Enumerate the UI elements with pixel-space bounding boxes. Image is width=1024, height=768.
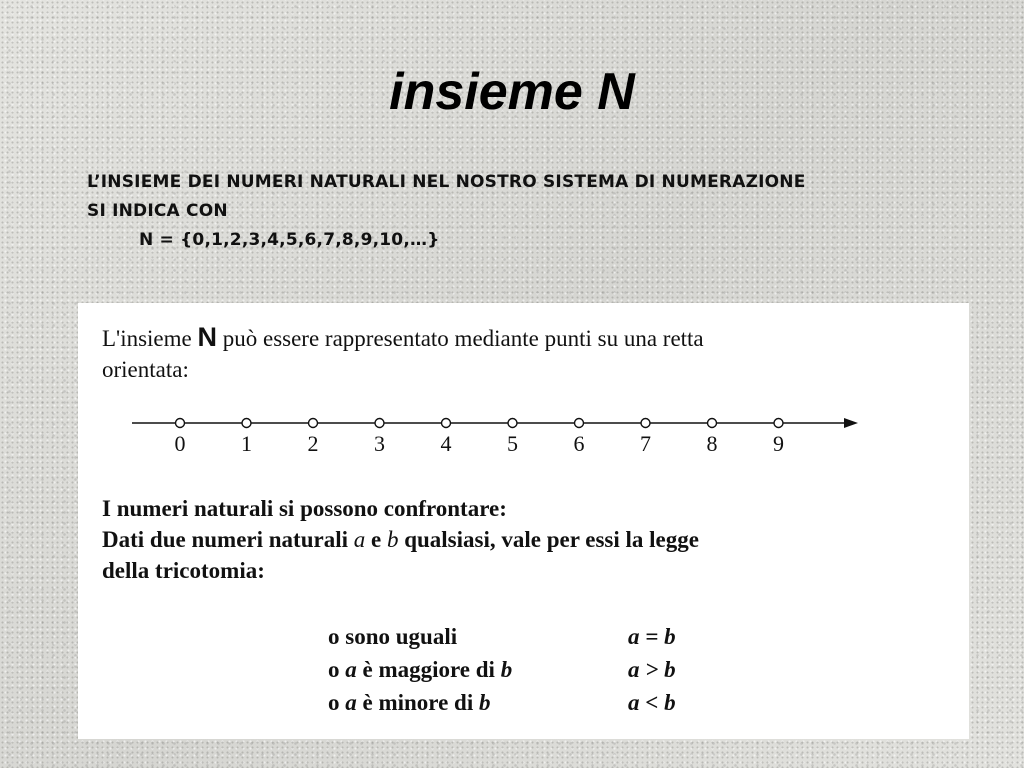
tri-var-a: a	[345, 689, 357, 715]
number-line-label: 2	[307, 431, 319, 456]
comparison-paragraph	[102, 493, 892, 586]
number-line-label: 4	[440, 431, 452, 456]
tricotomia-list	[328, 620, 728, 719]
var-b: b	[386, 527, 399, 552]
tricotomia-relation: a = b	[628, 623, 676, 649]
para2-line1: I numeri naturali si possono confrontare:	[102, 496, 507, 521]
para2-line2-before: Dati due numeri naturali	[102, 527, 354, 552]
tri-var-a: a	[345, 656, 357, 682]
number-line-point	[575, 419, 584, 428]
tri-var-b: b	[478, 689, 491, 715]
set-definition: N = {0,1,2,3,4,5,6,7,8,9,10,…}	[139, 230, 440, 250]
tricotomia-label	[328, 690, 628, 716]
number-line-description	[102, 322, 892, 385]
tri-mid: è minore di	[356, 689, 479, 715]
number-line-label: 5	[507, 431, 518, 456]
content-panel	[78, 303, 969, 739]
number-line-point	[508, 419, 517, 428]
tri-var-b: b	[500, 656, 513, 682]
number-line-label: 8	[706, 431, 718, 456]
para1-line2: orientata:	[102, 357, 189, 382]
number-line-point	[442, 419, 451, 428]
tricotomia-label	[328, 624, 628, 650]
number-line-label: 3	[374, 431, 385, 456]
para2-line3: della tricotomia:	[102, 558, 265, 583]
number-line-label: 7	[640, 431, 651, 456]
number-line-point	[242, 419, 251, 428]
number-line-label: 0	[174, 431, 186, 456]
tri-mid: è maggiore di	[356, 656, 501, 682]
tricotomia-label	[328, 657, 628, 683]
tri-prefix: o sono uguali	[328, 623, 458, 649]
para1-after: può essere rappresentato mediante punti su una retta	[216, 326, 704, 351]
slide-title: insieme N	[389, 63, 635, 121]
tricotomia-row-greater	[328, 653, 728, 686]
tricotomia-row-equal	[328, 620, 728, 653]
number-line	[128, 411, 868, 461]
tri-prefix: o	[328, 656, 346, 682]
number-line-point	[176, 419, 185, 428]
number-line-label: 1	[241, 431, 252, 456]
number-line-point	[309, 419, 318, 428]
tricotomia-relation: a < b	[628, 689, 676, 715]
var-a: a	[353, 527, 366, 552]
intro-line-2: SI INDICA CON	[87, 201, 228, 221]
number-line-arrowhead	[844, 418, 858, 428]
para2-conj: e	[365, 527, 387, 552]
para1-before: L'insieme	[102, 326, 198, 351]
intro-text	[87, 168, 967, 255]
number-line-point	[375, 419, 384, 428]
intro-line-1: L’INSIEME DEI NUMERI NATURALI NEL NOSTRO SISTEMA DI NUMERAZIONE	[87, 172, 806, 192]
number-line-point	[641, 419, 650, 428]
number-line-label: 6	[573, 431, 585, 456]
tricotomia-relation: a > b	[628, 656, 676, 682]
para2-line2-after: qualsiasi, vale per essi la legge	[398, 527, 699, 552]
number-line-label: 9	[773, 431, 784, 456]
number-line-point	[774, 419, 783, 428]
tri-prefix: o	[328, 689, 346, 715]
set-symbol-n: N	[197, 322, 217, 352]
tricotomia-row-less	[328, 686, 728, 719]
number-line-point	[708, 419, 717, 428]
